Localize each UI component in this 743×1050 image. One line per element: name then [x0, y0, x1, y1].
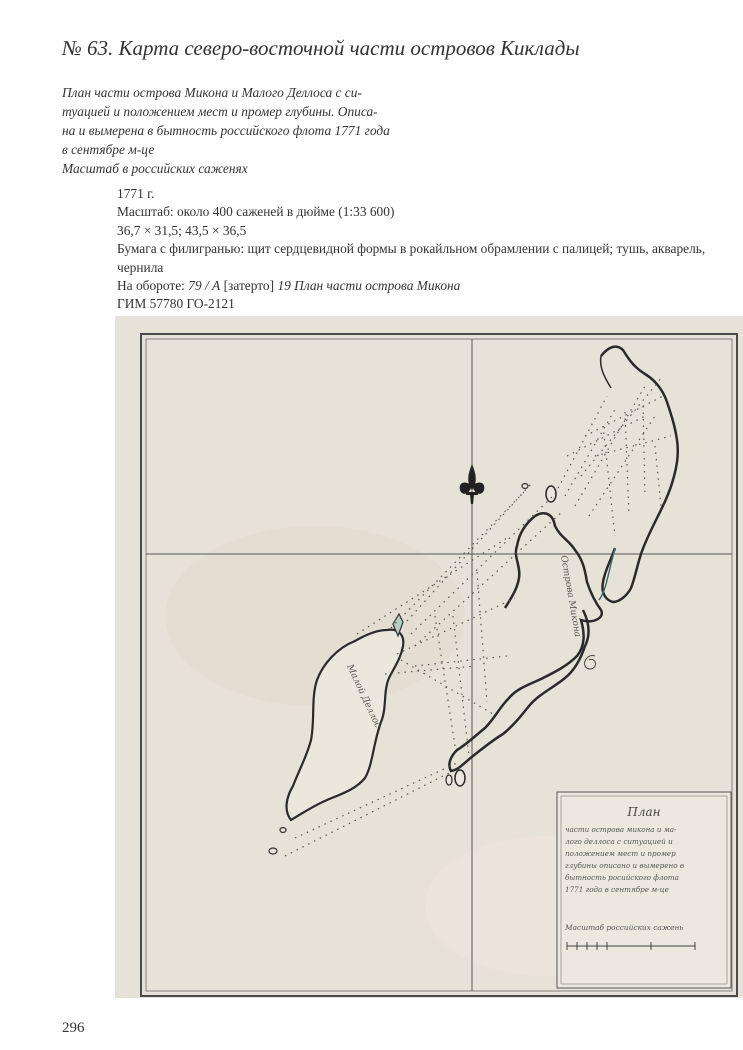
archive-number: ГИМ 57780 ГО-2121 [117, 296, 235, 312]
description-line: туацией и положением мест и промер глубины. Описа- [62, 104, 378, 119]
dimensions: 36,7 × 31,5; 43,5 × 36,5 [117, 222, 247, 238]
cartouche-line: лого деллоса с ситуацией и [565, 837, 673, 846]
cartouche-line: бытность росийского флота [565, 873, 679, 882]
year: 1771 г. [117, 186, 155, 201]
cartouche-title: План [627, 805, 661, 819]
rock-islet [546, 486, 556, 502]
reverse-italic-2: 19 План части острова Микона [277, 278, 461, 294]
catalog-metadata [117, 185, 743, 314]
reverse-note [117, 277, 743, 295]
rock-islet [446, 775, 452, 785]
historical-map [115, 316, 743, 998]
spiral-mark-icon [585, 656, 596, 669]
compass-fleur-icon [460, 464, 485, 504]
description-line: на и вымерена в бытность российского флота 1771 года [62, 123, 390, 138]
description-line: в сентябре м-це [62, 142, 155, 157]
map-description [62, 83, 442, 178]
cartouche-line: глубины описано и вымерено в [565, 861, 685, 870]
cartouche-line: 1771 года в сентябре м-це [565, 885, 669, 894]
paper-info: Бумага с филигранью: щит сердцевидной формы в рокайльном обрамлении с палицей; тушь, акварель, чернила [117, 241, 706, 275]
reverse-italic-1: 79 / А [188, 278, 221, 294]
rock-islet [269, 848, 277, 854]
scale-label: Масштаб российских сажень [565, 923, 684, 932]
rock-islet [455, 770, 465, 786]
label-mykonos: Острова Микона [558, 554, 583, 638]
description-line: Масштаб в российских саженях [62, 161, 248, 176]
page-title: № 63. Карта северо-восточной части островов Киклады [62, 36, 580, 60]
cartouche-line: части острова микона и ма- [565, 825, 677, 834]
label-delos: Малой Деллос [344, 663, 383, 730]
cartouche-line: положением мест и промер [565, 849, 676, 858]
rock-islet [280, 828, 286, 833]
rock-islet [522, 484, 528, 489]
map-cartouche [557, 792, 731, 988]
mykonos-north [601, 347, 678, 602]
reverse-label: На обороте: [117, 278, 189, 294]
reverse-bracket: [затерто] [220, 278, 278, 294]
scale-info: Масштаб: около 400 саженей в дюйме (1:33 600) [117, 204, 395, 220]
map-drawing [115, 316, 743, 998]
description-line: План части острова Микона и Малого Деллоса с си- [62, 85, 362, 100]
page-number: 296 [62, 1020, 85, 1036]
